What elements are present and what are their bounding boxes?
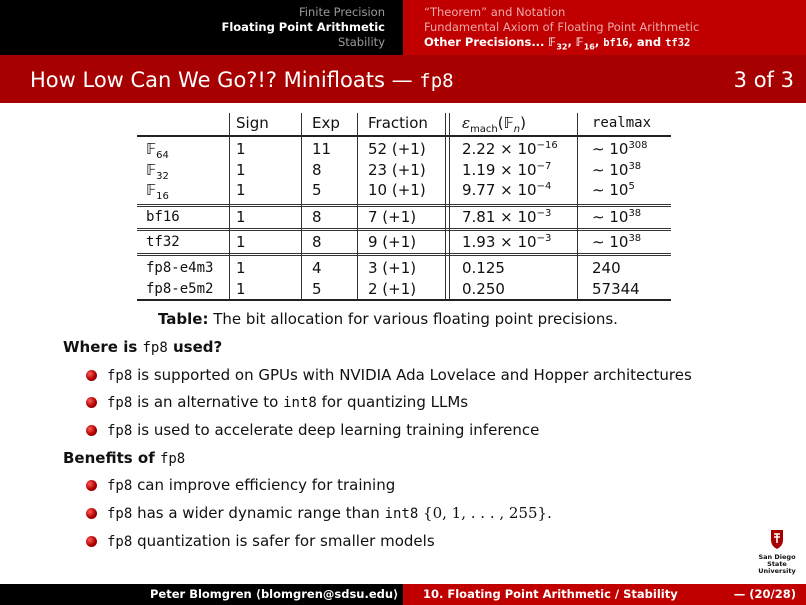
table-rule bbox=[137, 206, 671, 207]
bullet-item: fp8 quantization is safer for smaller models bbox=[86, 532, 435, 550]
row-name: tf32 bbox=[146, 234, 180, 250]
bullet-icon bbox=[86, 536, 97, 547]
cell-exp: 11 bbox=[312, 140, 332, 158]
cell-sign: 1 bbox=[236, 280, 246, 298]
table-vrule bbox=[229, 113, 230, 300]
table-rule bbox=[137, 204, 671, 205]
cell-fraction: 52 (+1) bbox=[368, 140, 426, 158]
cell-exp: 8 bbox=[312, 233, 322, 251]
header-fraction: Fraction bbox=[368, 114, 428, 132]
cell-sign: 1 bbox=[236, 259, 246, 277]
cell-sign: 1 bbox=[236, 140, 246, 158]
section-heading-benefits: Benefits of fp8 bbox=[63, 449, 186, 467]
slide-title: How Low Can We Go?!? Minifloats — fp8 bbox=[30, 68, 454, 92]
header-sign: Sign bbox=[236, 114, 269, 132]
cell-exp: 4 bbox=[312, 259, 322, 277]
cell-epsilon: $1.93 \times 10^{-3}$ bbox=[462, 233, 552, 251]
cell-fraction: 9 (+1) bbox=[368, 233, 417, 251]
bullet-item: fp8 has a wider dynamic range than int8 {0, 1, . . . , 255}. bbox=[86, 504, 552, 522]
cell-epsilon: 0.250 bbox=[462, 280, 505, 298]
cell-exp: 8 bbox=[312, 161, 322, 179]
nav-sub-theorem[interactable]: “Theorem” and Notation bbox=[424, 5, 566, 19]
cell-realmax: ∼ $10^5$ bbox=[592, 181, 635, 199]
row-name: fp8-e4m3 bbox=[146, 260, 214, 276]
cell-fraction: 23 (+1) bbox=[368, 161, 426, 179]
bullet-item: fp8 is used to accelerate deep learning training inference bbox=[86, 421, 539, 439]
table-vrule bbox=[449, 113, 450, 300]
cell-sign: 1 bbox=[236, 161, 246, 179]
cell-epsilon: $7.81 \times 10^{-3}$ bbox=[462, 208, 552, 226]
cell-fraction: 2 (+1) bbox=[368, 280, 417, 298]
cell-epsilon: 0.125 bbox=[462, 259, 505, 277]
cell-realmax: 240 bbox=[592, 259, 621, 277]
footer bbox=[0, 584, 806, 605]
table-rule bbox=[137, 228, 671, 229]
cell-sign: 1 bbox=[236, 208, 246, 226]
footer-page: — (20/28) bbox=[733, 587, 796, 601]
table-vrule bbox=[357, 113, 358, 300]
frame-counter: 3 of 3 bbox=[733, 68, 794, 92]
row-name: 𝔽$_{64}$ bbox=[146, 140, 169, 161]
bullet-icon bbox=[86, 425, 97, 436]
bullet-item: fp8 can improve efficiency for training bbox=[86, 476, 395, 494]
header-exp: Exp bbox=[312, 114, 340, 132]
nav-sub-axiom[interactable]: Fundamental Axiom of Floating Point Arithmetic bbox=[424, 20, 700, 34]
table-vrule bbox=[577, 113, 578, 300]
cell-exp: 5 bbox=[312, 181, 322, 199]
table-caption: Table: The bit allocation for various floating point precisions. bbox=[158, 310, 618, 328]
bullet-icon bbox=[86, 370, 97, 381]
nav-section-finite-precision[interactable]: Finite Precision bbox=[298, 5, 385, 19]
cell-realmax: ∼ $10^{308}$ bbox=[592, 140, 648, 158]
cell-sign: 1 bbox=[236, 233, 246, 251]
row-name: 𝔽$_{16}$ bbox=[146, 181, 169, 202]
cell-exp: 5 bbox=[312, 280, 322, 298]
bullet-icon bbox=[86, 397, 97, 408]
bullet-item: fp8 is an alternative to int8 for quantizing LLMs bbox=[86, 393, 468, 411]
cell-fraction: 10 (+1) bbox=[368, 181, 426, 199]
table-rule bbox=[137, 255, 671, 256]
table-vrule bbox=[301, 113, 302, 300]
cell-epsilon: $9.77 \times 10^{-4}$ bbox=[462, 181, 552, 199]
footer-section[interactable]: 10. Floating Point Arithmetic / Stability bbox=[423, 587, 678, 601]
cell-fraction: 3 (+1) bbox=[368, 259, 417, 277]
table-rule bbox=[137, 253, 671, 254]
section-heading-where-used: Where is fp8 used? bbox=[63, 338, 223, 356]
bullet-icon bbox=[86, 508, 97, 519]
cell-realmax: 57344 bbox=[592, 280, 640, 298]
cell-sign: 1 bbox=[236, 181, 246, 199]
table-rule bbox=[137, 135, 671, 137]
table-rule bbox=[137, 299, 671, 301]
row-name: 𝔽$_{32}$ bbox=[146, 161, 169, 182]
table-rule bbox=[137, 230, 671, 231]
university-logo: San Diego State University bbox=[749, 528, 805, 568]
header-epsilon: $\varepsilon_{mach}(𝔽_n)$ bbox=[462, 114, 526, 135]
nav-section-stability[interactable]: Stability bbox=[337, 35, 385, 49]
header-realmax: realmax bbox=[592, 115, 652, 131]
cell-epsilon: $2.22 \times 10^{-16}$ bbox=[462, 140, 558, 158]
sdsu-emblem-icon bbox=[767, 528, 787, 550]
row-name: fp8-e5m2 bbox=[146, 281, 214, 297]
bullet-icon bbox=[86, 480, 97, 491]
cell-realmax: ∼ $10^{38}$ bbox=[592, 208, 642, 226]
cell-realmax: ∼ $10^{38}$ bbox=[592, 161, 642, 179]
table-vrule bbox=[445, 113, 446, 300]
footer-author: Peter Blomgren ⟨blomgren@sdsu.edu⟩ bbox=[150, 587, 399, 601]
nav-sub-other-precisions[interactable]: Other Precisions... 𝔽$_{32}$, 𝔽$_{16}$, bf16, and tf32 bbox=[424, 35, 691, 52]
cell-fraction: 7 (+1) bbox=[368, 208, 417, 226]
cell-exp: 8 bbox=[312, 208, 322, 226]
cell-realmax: ∼ $10^{38}$ bbox=[592, 233, 642, 251]
nav-section-floating-point[interactable]: Floating Point Arithmetic bbox=[221, 20, 385, 34]
cell-epsilon: $1.19 \times 10^{-7}$ bbox=[462, 161, 552, 179]
bullet-item: fp8 is supported on GPUs with NVIDIA Ada Lovelace and Hopper architectures bbox=[86, 366, 692, 384]
row-name: bf16 bbox=[146, 209, 180, 225]
precision-table bbox=[0, 0, 806, 300]
